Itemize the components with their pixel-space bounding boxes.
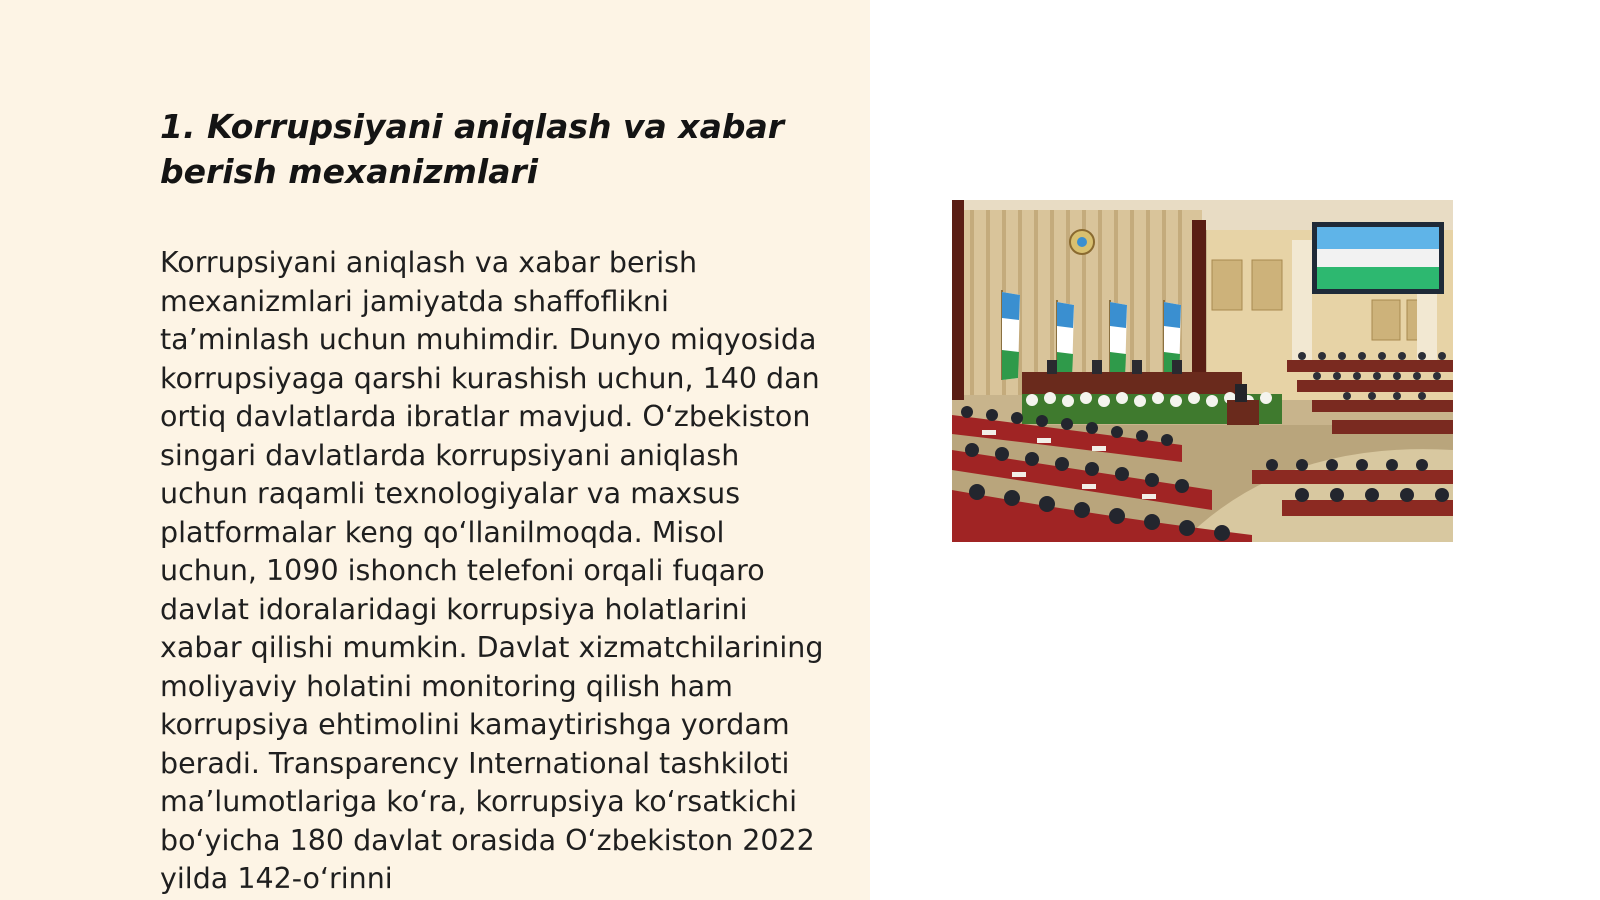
slide-heading: 1. Korrupsiyani aniqlash va xabar berish mexanizmlari: [160, 107, 785, 191]
slide-body-text: Korrupsiyani aniqlash va xabar berish mexanizmlari jamiyatda shaffoflikni ta’minlash uchun muhimdir. Dunyo miqyosida korrupsiyaga qarshi kurashish uchun, 140 dan ortiq davlatlarda ibratlar mavjud. O‘zbekiston singari davlatlarda korrupsiyani aniqlash uchun raqamli texnologiyalar va maxsus platformalar keng qo‘llanilmoqda. Misol uchun, 1090 ishonch telefoni orqali fuqaro davlat idoralaridagi korrupsiya holatlarini xabar qilishi mumkin. Davlat xizmatchilarining moliyaviy holatini monitoring qilish ham korrupsiya ehtimolini kamaytirishga yordam beradi. Transparency International tashkiloti ma’lumotlariga ko‘ra, korrupsiya ko‘rsatkichi bo‘yicha 180 davlat orasida O‘zbekiston 2022 yilda 142-o‘rinni: [160, 246, 824, 895]
parliament-session-photo: [952, 200, 1453, 542]
